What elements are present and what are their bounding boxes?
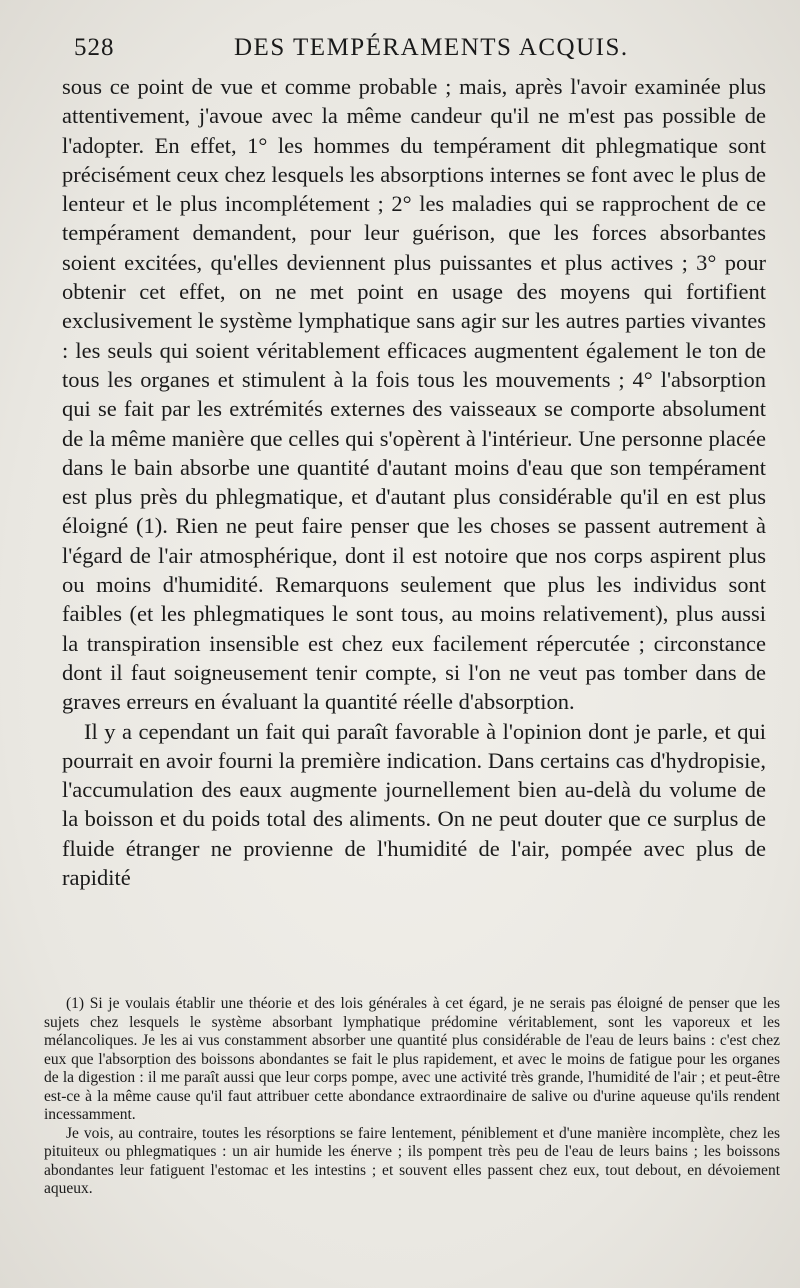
running-title: DES TEMPÉRAMENTS ACQUIS.	[234, 34, 629, 61]
paragraph-2: Il y a cependant un fait qui paraît favorable à l'opinion dont je parle, et qui pourrait en avoir fourni la première indication. Dans certains cas d'hydropisie, l'accumulation des eaux augmente journellement bien au-delà du volume de la boisson et du poids total des aliments. On ne peut douter que ce surplus de fluide étranger ne provienne de l'humidité de l'air, pompée avec plus de rapidité	[62, 718, 766, 891]
page-number: 528	[74, 34, 115, 61]
footnotes	[44, 995, 780, 1199]
main-text	[62, 72, 766, 892]
page-header	[74, 34, 774, 68]
footnote-1-continued: Je vois, au contraire, toutes les résorptions se faire lentement, péniblement et d'une manière incomplète, chez les pituiteux ou phlegmatiques : un air humide les énerve ; ils pompent très peu de l'eau de leurs bains ; les boissons abondantes leur fatiguent l'estomac et les intestins ; et souvent elles passent chez eux, tout debout, en dévoiement aqueux.	[44, 1124, 780, 1197]
paragraph-1: sous ce point de vue et comme probable ; mais, après l'avoir examinée plus attentivement, j'avoue avec la même candeur qu'il ne m'est pas possible de l'adopter. En effet, 1° les hommes du tempérament dit phlegmatique sont précisément ceux chez lesquels les absorptions internes se font avec le plus de lenteur et le plus incomplétement ; 2° les maladies qui se rapprochent de ce tempérament demandent, pour leur guérison, que les forces absorbantes soient excitées, qu'elles deviennent plus puissantes et plus actives ; 3° pour obtenir cet effet, on ne met point en usage des moyens qui fortifient exclusivement le système lymphatique sans agir sur les autres parties vivantes : les seuls qui soient véritablement efficaces augmentent également le ton de tous les organes et stimulent à la fois tous les mouvements ; 4° l'absorption qui se fait par les extrémités externes des vaisseaux se comporte absolument de la même manière que celles qui s'opèrent à l'intérieur. Une personne placée dans le bain absorbe une quantité d'autant moins d'eau que son tempérament est plus près du phlegmatique, et d'autant plus considérable qu'il en est plus éloigné (1). Rien ne peut faire penser que les choses se passent autrement à l'égard de l'air atmosphérique, dont il est notoire que nos corps aspirent plus ou moins d'humidité. Remarquons seulement que plus les individus sont faibles (et les phlegmatiques le sont tous, au moins relativement), plus aussi la transpiration insensible est chez eux facilement répercutée ; circonstance dont il faut soigneusement tenir compte, si l'on ne veut pas tomber dans de graves erreurs en évaluant la quantité réelle d'absorption.	[62, 74, 766, 715]
footnote-1: (1) Si je voulais établir une théorie et des lois générales à cet égard, je ne serais pas éloigné de penser que les sujets chez lesquels le système absorbant lymphatique prédomine véritablement, sont les vaporeux et les mélancoliques. Je les ai vus constamment absorber une quantité plus considérable de l'eau de leurs bains : c'est chez eux que l'absorption des boissons abondantes se fait le plus rapidement, et avec le moins de fatigue pour les organes de la digestion : il me paraît aussi que leur corps pompe, avec une activité très grande, l'humidité de l'air ; et peut-être est-ce à la même cause qu'il faut attribuer cette abondance extraordinaire de salive ou d'urine aqueuse qu'ils rendent incessamment.	[44, 995, 780, 1123]
